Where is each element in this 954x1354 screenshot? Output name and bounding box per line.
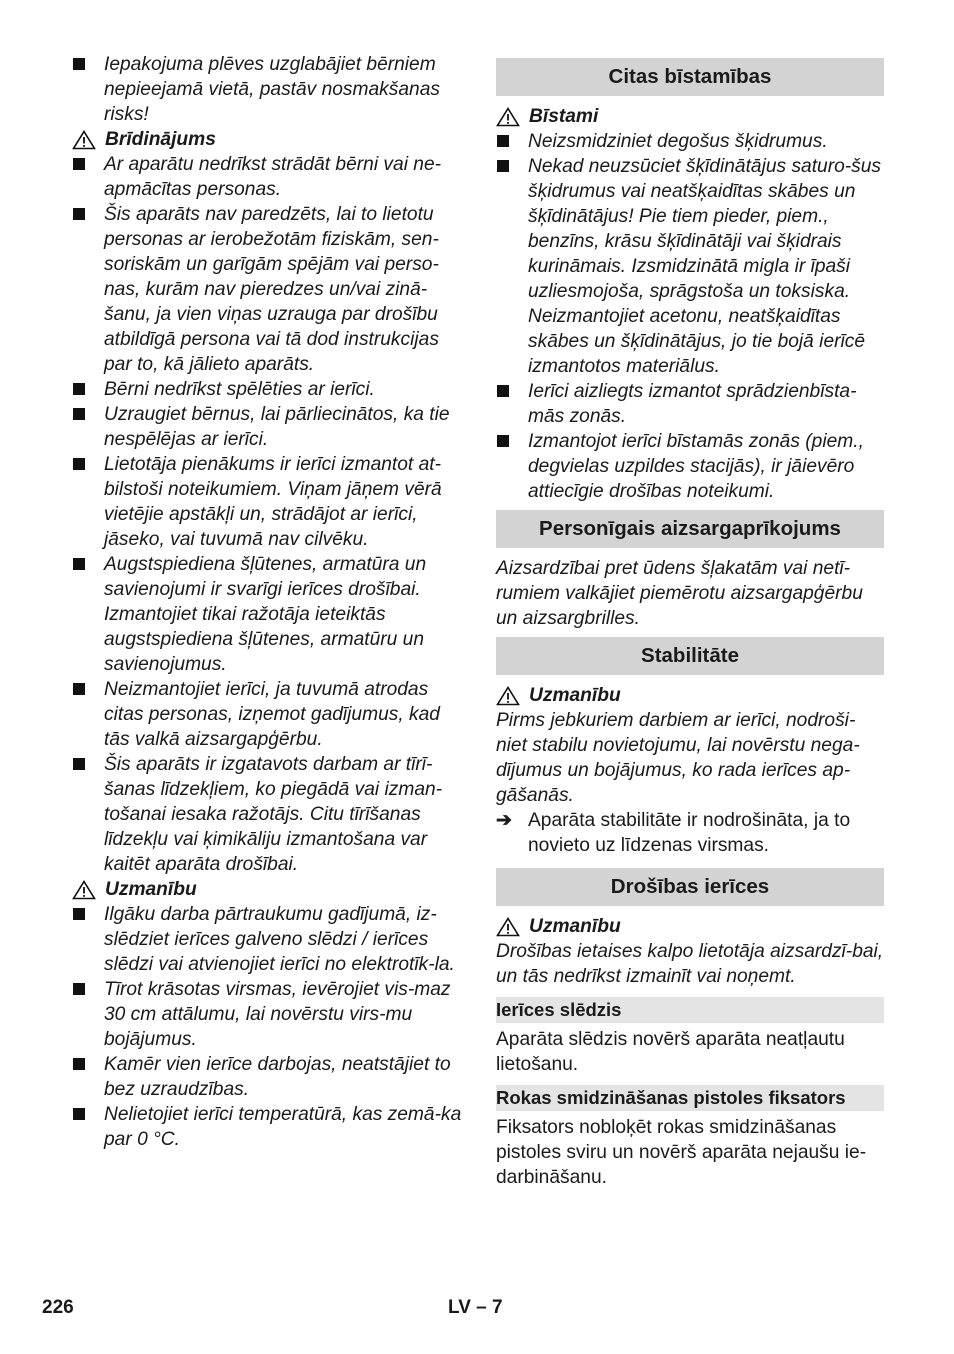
caution-heading xyxy=(72,877,462,902)
list-item: Uzraugiet bērnus, lai pārliecinātos, ka tie nespēlējas ar ierīci. xyxy=(72,402,462,452)
arrow-right-icon: ➔ xyxy=(496,810,513,831)
list-item: Augstspiediena šļūtenes, armatūra un savienojumi ir svarīgi ierīces drošībai. Izmantojiet tikai ražotāja ieteiktās augstspiediena šļūtenes, armatūru un savienojumus. xyxy=(72,552,462,677)
list-item: Ierīci aizliegts izmantot sprādzienbīsta-mās zonās. xyxy=(496,379,884,429)
warning-triangle-icon xyxy=(496,107,520,127)
list-item: Ilgāku darba pārtraukumu gadījumā, iz-slēdziet ierīces galveno slēdzi / ierīces slēdzi vai atvienojiet ierīci no elektrotīk-la. xyxy=(72,902,462,977)
subheading-device-switch: Ierīces slēdzis xyxy=(496,997,884,1023)
left-column xyxy=(72,52,462,1152)
section-heading-other-hazards: Citas bīstamības xyxy=(496,58,884,96)
caution-label: Uzmanību xyxy=(529,685,621,706)
list-item: Neizmantojiet ierīci, ja tuvumā atrodas citas personas, izņemot gadījumus, kad tās valkā aizsargapģērbu. xyxy=(72,677,462,752)
caution-heading xyxy=(496,683,884,708)
page-number: 226 xyxy=(42,1297,74,1318)
list-item: Šis aparāts ir izgatavots darbam ar tīrī-šanas līdzekļiem, ko piegādā vai izman-tošanai iesaka ražotājs. Citu tīrīšanas līdzekļu vai ķimikāliju izmantošana var kaitēt aparāta drošībai. xyxy=(72,752,462,877)
warning-triangle-icon xyxy=(72,880,96,900)
safety-paragraph: Drošības ietaises kalpo lietotāja aizsardzī-bai, un tās nedrīkst izmainīt vai noņemt. xyxy=(496,941,884,987)
list-item: Iepakojuma plēves uzglabājiet bērniem nepieejamā vietā, pastāv nosmakšanas risks! xyxy=(72,52,462,127)
section-heading-stability: Stabilitāte xyxy=(496,637,884,675)
list-item: Kamēr vien ierīce darbojas, neatstājiet to bez uzraudzības. xyxy=(72,1052,462,1102)
ppe-paragraph: Aizsardzībai pret ūdens šļakatām vai netī-rumiem valkājiet piemērotu aizsargapģērbu un aizsargbrilles. xyxy=(496,558,863,629)
language-page-label: LV – 7 xyxy=(448,1297,503,1318)
danger-label: Bīstami xyxy=(529,106,599,127)
warning-triangle-icon xyxy=(496,686,520,706)
lock-paragraph: Fiksators nobloķēt rokas smidzināšanas pistoles sviru un novērš aparāta nejaušu ie-darbināšanu. xyxy=(496,1117,867,1188)
right-column xyxy=(496,52,884,1190)
caution-label: Uzmanību xyxy=(529,916,621,937)
list-item: Šis aparāts nav paredzēts, lai to lietotu personas ar ierobežotām fiziskām, sen-soriskām un garīgām spējām vai perso-nas, kurām nav pieredzes un/vai zinā-šanu, ja vien viņas uzrauga par drošību atbildīgā persona vai tā dod instrukcijas par to, kā jālieto aparāts. xyxy=(72,202,462,377)
list-item: Nekad neuzsūciet šķīdinātājus saturo-šus šķidrumus vai neatšķaidītas skābes un šķīdinātājus! Pie tiem pieder, piem., benzīns, krāsu šķīdinātāji vai šķidrais kurināmais. Izsmidzinātā migla ir īpaši uzliesmojoša, sprāgstoša un toksiska. Neizmantojiet acetonu, neatšķaidītas skābes un šķīdinātājus, jo tie bojā ierīcē izmantotos materiālus. xyxy=(496,154,884,379)
subheading-gun-lock: Rokas smidzināšanas pistoles fiksators xyxy=(496,1085,884,1111)
caution-label: Uzmanību xyxy=(105,879,197,900)
list-item: Tīrot krāsotas virsmas, ievērojiet vis-maz 30 cm attālumu, lai novērstu virs-mu bojājumus. xyxy=(72,977,462,1052)
list-item: Izmantojot ierīci bīstamās zonās (piem., degvielas uzpildes stacijās), ir jāievēro attiecīgie drošības noteikumi. xyxy=(496,429,884,504)
stability-result-text: Aparāta stabilitāte ir nodrošināta, ja to novieto uz līdzenas virsmas. xyxy=(528,810,851,856)
warning-heading xyxy=(72,127,462,152)
switch-paragraph: Aparāta slēdzis novērš aparāta neatļautu lietošanu. xyxy=(496,1029,845,1075)
list-item: Lietotāja pienākums ir ierīci izmantot at-bilstoši noteikumiem. Viņam jāņem vērā vietējie apstākļi un, strādājot ar ierīci, jāseko, vai tuvumā nav cilvēku. xyxy=(72,452,462,552)
section-heading-ppe: Personīgais aizsargaprīkojums xyxy=(496,510,884,548)
caution-heading xyxy=(496,914,884,939)
warning-label: Brīdinājums xyxy=(105,129,216,150)
stability-paragraph: Pirms jebkuriem darbiem ar ierīci, nodroši-niet stabilu novietojumu, lai novērstu nega-dījumus un bojājumus, ko rada ierīces ap-gāšanās. xyxy=(496,710,860,806)
list-item: Bērni nedrīkst spēlēties ar ierīci. xyxy=(72,377,462,402)
warning-triangle-icon xyxy=(72,130,96,150)
list-item: Ar aparātu nedrīkst strādāt bērni vai ne-apmācītas personas. xyxy=(72,152,462,202)
warning-triangle-icon xyxy=(496,917,520,937)
section-heading-safety-devices: Drošības ierīces xyxy=(496,868,884,906)
list-item: Neizsmidziniet degošus šķidrumus. xyxy=(496,129,884,154)
list-item: Nelietojiet ierīci temperatūrā, kas zemā-ka par 0 °C. xyxy=(72,1102,462,1152)
stability-result xyxy=(496,808,884,858)
danger-heading xyxy=(496,104,884,129)
